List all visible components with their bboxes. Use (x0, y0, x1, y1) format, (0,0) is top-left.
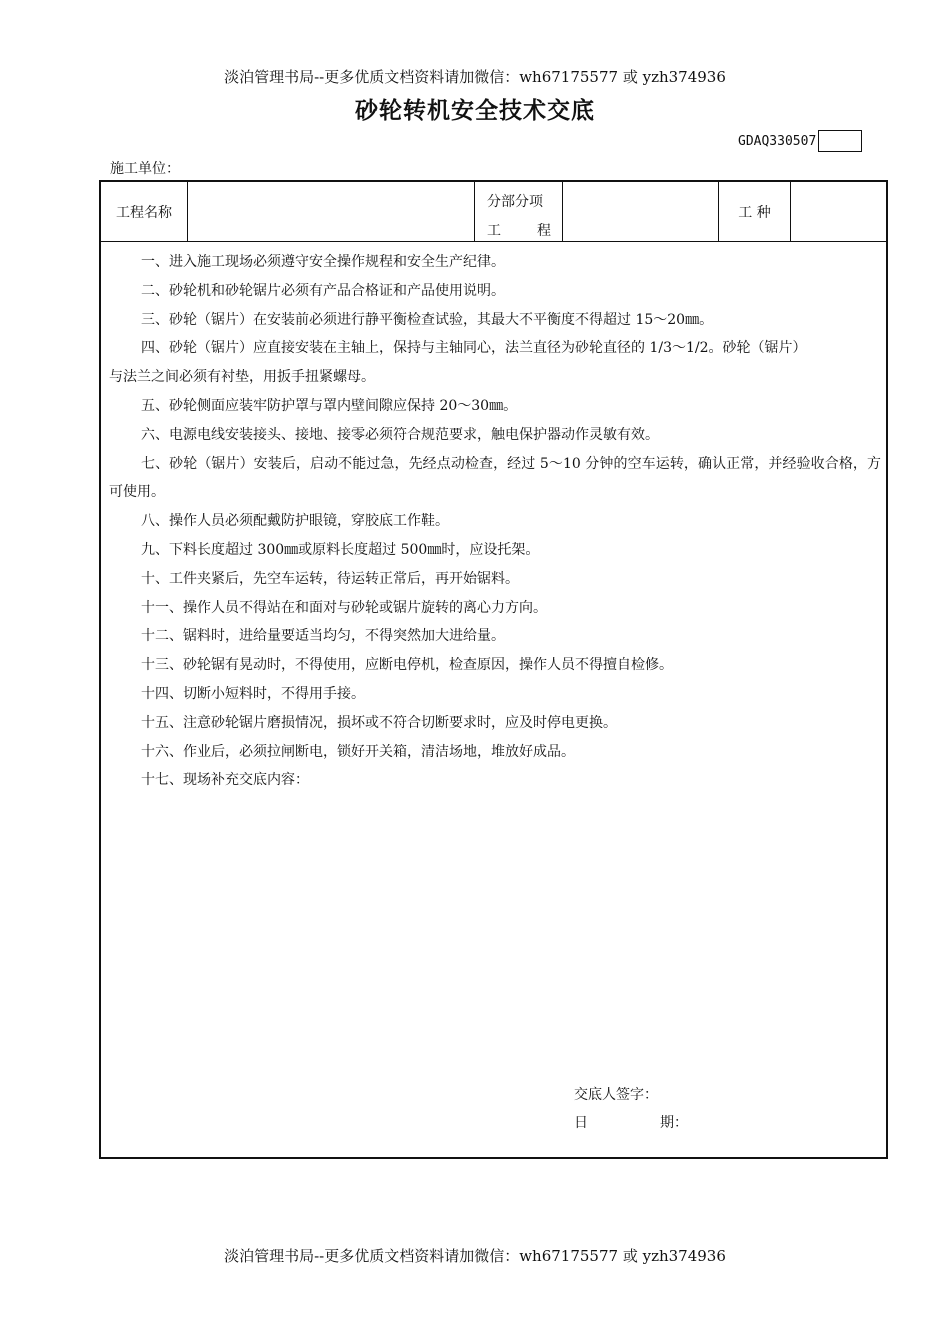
clause-3: 三、砂轮（锯片）在安装前必须进行静平衡检查试验，其最大不平衡度不得超过 15～20㎜。 (141, 311, 714, 328)
clause-17: 十七、现场补充交底内容： (141, 772, 309, 789)
date-row (574, 1112, 688, 1132)
clause-1: 一、进入施工现场必须遵守安全操作规程和安全生产纪律。 (141, 254, 505, 270)
disclosure-form (99, 180, 888, 1159)
document-title: 砂轮转机安全技术交底 (355, 98, 595, 124)
clause-12: 十二、锯料时，进给量要适当均匀，不得突然加大进给量。 (141, 628, 505, 645)
signer-label: 交底人签字： (574, 1087, 658, 1103)
work-type-label: 工 种 (719, 182, 791, 241)
clause-13: 十三、砂轮锯有晃动时，不得使用，应断电停机，检查原因，操作人员不得擅自检修。 (141, 657, 673, 674)
page-footer-watermark: 淡泊管理书局--更多优质文档资料请加微信：wh67175577 或 yzh374936 (224, 1247, 726, 1265)
clause-5: 五、砂轮侧面应装牢防护罩与罩内壁间隙应保持 20～30㎜。 (141, 397, 518, 414)
sub-project-label-line2 (487, 220, 551, 240)
document-code-box[interactable] (818, 130, 862, 152)
clause-list (109, 248, 881, 795)
clause-7: 七、砂轮（锯片）安装后，启动不能过急，先经点动检查，经过 5～10 分钟的空车运转，确认正常，并经验收合格，方可使用。 (109, 455, 881, 501)
document-code: GDAQ330507 (738, 133, 817, 149)
document-code-row (738, 130, 862, 152)
clause-8: 八、操作人员必须配戴防护眼镜，穿胶底工作鞋。 (141, 513, 449, 530)
clause-14: 十四、切断小短料时，不得用手接。 (141, 685, 365, 702)
clause-9: 九、下料长度超过 300㎜或原料长度超过 500㎜时，应设托架。 (141, 541, 540, 558)
clause-2: 二、砂轮机和砂轮锯片必须有产品合格证和产品使用说明。 (141, 282, 505, 299)
clause-6: 六、电源电线安装接头、接地、接零必须符合规范要求，触电保护器动作灵敏有效。 (141, 426, 659, 443)
work-type-field[interactable] (791, 182, 888, 241)
clause-15: 十五、注意砂轮锯片磨损情况，损坏或不符合切断要求时，应及时停电更换。 (141, 714, 617, 731)
sub-project-label-char-b: 程 (537, 223, 551, 239)
sub-project-field[interactable] (563, 182, 719, 241)
sub-project-label-line1: 分部分项 (487, 194, 543, 210)
clause-10: 十、工件夹紧后，先空车运转，待运转正常后，再开始锯料。 (141, 570, 519, 587)
clause-4-continued: 与法兰之间必须有衬垫，用扳手扭紧螺母。 (109, 369, 375, 386)
signer-row (574, 1084, 658, 1104)
date-label: 期： (660, 1115, 688, 1131)
sub-project-label (475, 182, 563, 241)
project-name-label: 工程名称 (101, 182, 188, 241)
project-name-field[interactable] (188, 182, 475, 241)
page-header-watermark: 淡泊管理书局--更多优质文档资料请加微信：wh67175577 或 yzh374936 (224, 68, 726, 86)
clause-16: 十六、作业后，必须拉闸断电，锁好开关箱，清洁场地，堆放好成品。 (141, 743, 575, 760)
clause-11: 十一、操作人员不得站在和面对与砂轮或锯片旋转的离心力方向。 (141, 599, 547, 616)
sub-project-label-char-a: 工 (487, 223, 501, 239)
info-row (101, 182, 886, 242)
clause-4: 四、砂轮（锯片）应直接安装在主轴上，保持与主轴同心，法兰直径为砂轮直径的 1/3～1/2。砂轮（锯片） (141, 340, 807, 357)
date-label-char: 日 (574, 1115, 588, 1131)
construction-unit-label: 施工单位： (110, 161, 180, 177)
